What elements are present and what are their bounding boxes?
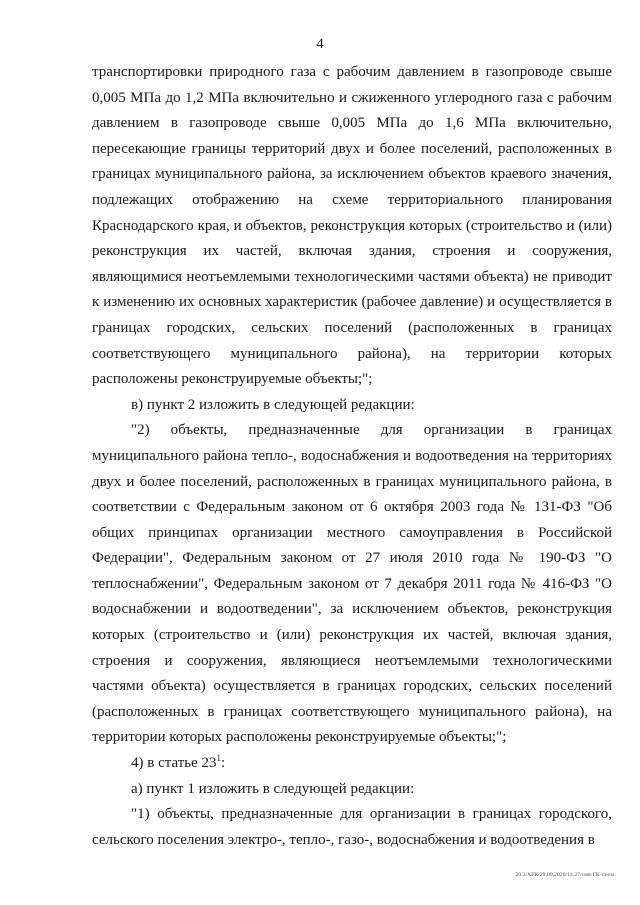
paragraph-item-v: в) пункт 2 изложить в следующей редакции: bbox=[131, 396, 415, 413]
paragraph-item-4 bbox=[92, 751, 612, 777]
page-number: 4 bbox=[316, 36, 324, 52]
paragraph-item-1-text: "1) объекты, предназначенные для организации в границах городского, сельского поселения электро-, тепло-, газо-, водоснабжения и водоотведения в bbox=[92, 806, 612, 848]
paragraph-gas-objects: транспортировки природного газа с рабочим давлением в газопроводе свыше 0,005 МПа до 1,2 МПа включительно и сжиженного углеродного газа с рабочим давлением в газопроводе свыше 0,005 МПа до 1,6 МПа включительно, пересекающие границы территорий двух и более поселений, расположенных в границах муниципального района, за исключением объектов краевого значения, подлежащих отображению на схеме территориального планирования Краснодарского края, и объектов, реконструкция которых (строительство и (или) реконструкция их частей, включая здания, строения и сооружения, являющимися неотъемлемыми технологическими частями объекта) не приводит к изменению их основных характеристик (рабочее давление) и осуществляется в границах городских, сельских поселений (расположенных в границах соответствующего муниципального района), на территории которых расположены реконструируемые объекты;"; bbox=[92, 64, 612, 388]
paragraph-item-a: а) пункт 1 изложить в следующей редакции: bbox=[131, 780, 415, 797]
document-body bbox=[92, 60, 612, 853]
item-4-text: 4) в статье 23 bbox=[131, 755, 217, 772]
item-4-colon: : bbox=[221, 755, 226, 772]
paragraph-item-2-text: "2) объекты, предназначенные для организации в границах муниципального района тепло-, водоснабжения и водоотведения на территориях двух и более поселений, расположенных в границах муниципального района, в соответствии с Федеральным законом от 6 октября 2003 года № 131-ФЗ "Об общих принципах организации местного самоуправления в Российской Федерации", Федеральным законом от 27 июля 2010 года № 190-ФЗ "О теплоснабжении", Федеральным законом от 7 декабря 2011 года № 416-ФЗ "О водоснабжении и водоотведении", за исключением объектов, реконструкция которых (строительство и (или) реконструкция их частей, включая здания, строения и сооружения, являющиеся неотъемлемыми технологическими частями объекта) осуществляется в границах городских, сельских поселений (расположенных в границах соответствующего муниципального района), на территории которых расположены реконструируемые объекты;"; bbox=[92, 422, 612, 746]
article-superscript: 1 bbox=[216, 753, 222, 764]
footer-document-code: 20.3/XFR/29.09.2020/14.27/сми-ГК-смсм bbox=[515, 872, 614, 878]
